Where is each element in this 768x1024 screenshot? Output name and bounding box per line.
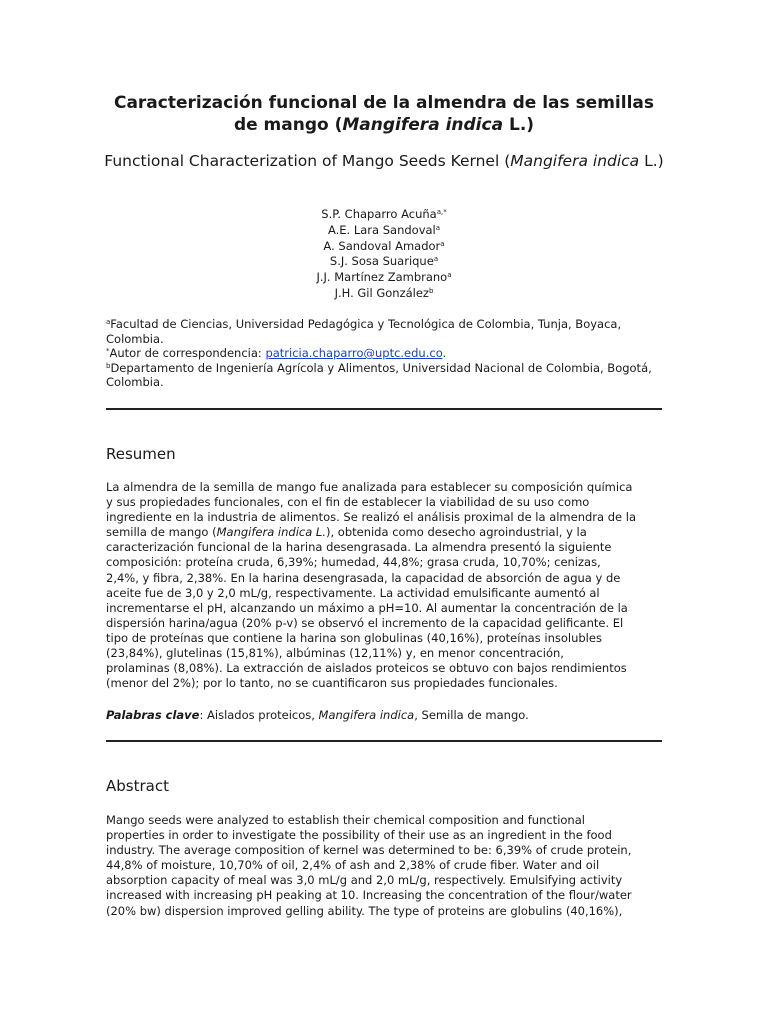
author: [0, 270, 768, 286]
text-line: Mango seeds were analyzed to establish their chemical composition and functional: [106, 813, 585, 827]
text-line: absorption capacity of meal was 3,0 mL/g and 2,0 mL/g, respectively. Emulsifying activity: [106, 873, 623, 888]
corresponding-author: [106, 346, 666, 361]
author-name: S.J. Sosa Suarique: [329, 254, 434, 269]
text-line: incrementarse el pH, alcanzando un máximo a pH=10. Al aumentar la concentración de la: [106, 600, 628, 615]
text-fragment: semilla de mango (: [106, 525, 217, 540]
keywords-text: : Aislados proteicos,: [199, 708, 319, 722]
author-name: A. Sandoval Amador: [323, 238, 441, 253]
species-name: Mangifera indica: [318, 708, 415, 722]
abstract-heading: Abstract: [106, 777, 169, 795]
author-name: S.P. Chaparro Acuña: [321, 207, 437, 221]
title-es-text: Caracterización funcional de la almendra de las semillas de mango (: [113, 93, 655, 135]
text-line: y sus propiedades funcionales, con el fin de establecer la viabilidad de su uso como: [106, 495, 590, 510]
resumen-paragraph: [106, 480, 664, 691]
text-line: [106, 525, 664, 540]
text-line: ingrediente en la industria de alimentos. Se realizó el análisis proximal de la almendra de la: [106, 510, 637, 525]
species-name: Mangifera indica L.: [216, 525, 326, 540]
abstract-paragraph: [106, 813, 664, 919]
affil-mark: b: [106, 361, 111, 370]
affil-mark: *: [106, 347, 110, 355]
text-line: (23,84%), glutelinas (15,81%), albúminas (12,11%) y, en menor concentración,: [106, 646, 564, 661]
author: [0, 207, 768, 223]
corr-label: Autor de correspondencia:: [109, 346, 266, 360]
text-line: 44,8% of moisture, 10,70% of oil, 2,4% of ash and 2,38% of crude fiber. Water and oil: [106, 858, 600, 873]
author-affil-mark: a: [435, 223, 441, 232]
text-line: aceite fue de 3,0 y 2,0 mL/g, respectivamente. La actividad emulsificante aumentó al: [106, 585, 600, 600]
text-line: composición: proteína cruda, 6,39%; humedad, 44,8%; grasa cruda, 10,70%; cenizas,: [106, 555, 601, 570]
affil-mark: a: [106, 318, 111, 326]
author-list: [0, 207, 768, 302]
text-line: dispersión harina/agua (20% p-v) se observó el incremento de la capacidad gelificante. El: [106, 615, 624, 630]
text-line: tipo de proteínas que contiene la harina son globulinas (40,16%), proteínas insolubles: [106, 630, 602, 645]
text-line: prolaminas (8,08%). La extracción de aislados proteicos se obtuvo con bajos rendimientos: [106, 661, 627, 676]
resumen-heading: Resumen: [106, 445, 176, 463]
author-affil-mark: a: [447, 271, 452, 280]
text-line: La almendra de la semilla de mango fue analizada para establecer su composición química: [106, 480, 633, 494]
author: [0, 239, 768, 255]
author-name: J.H. Gil González: [334, 285, 429, 300]
title-en-text: Functional Characterization of Mango Seeds Kernel (: [104, 152, 511, 170]
keywords-text-end: , Semilla de mango.: [414, 708, 529, 722]
title-english: [100, 151, 668, 172]
text-line: caracterización funcional de la harina desengrasada. La almendra presentó la siguiente: [106, 540, 612, 555]
email-link[interactable]: patricia.chaparro@uptc.edu.co: [265, 346, 443, 360]
text-line: industry. The average composition of kernel was determined to be: 6,39% of crude protein,: [106, 843, 632, 858]
author: [0, 223, 768, 239]
title-spanish: [100, 92, 668, 136]
author: [0, 286, 768, 302]
text-line: increased with increasing pH peaking at 10. Increasing the concentration of the flour/water: [106, 888, 632, 903]
author-name: J.J. Martínez Zambrano: [316, 270, 448, 285]
author-affil-mark: a: [433, 255, 439, 264]
affil-text: Departamento de Ingeniería Agrícola y Alimentos, Universidad Nacional de Colombia, Bogotá, Colombia.: [106, 360, 652, 389]
divider: [106, 740, 662, 742]
text-line: (20% bw) dispersion improved gelling ability. The type of proteins are globulins (40,16%),: [106, 903, 623, 918]
affiliation-b: [106, 361, 666, 390]
title-en-text-end: L.): [639, 152, 664, 170]
author-affil-mark: a: [440, 239, 445, 248]
title-es-text-end: L.): [503, 115, 535, 135]
text-fragment: ), obtenida como desecho agroindustrial, y la: [325, 525, 587, 540]
affiliations: [106, 317, 666, 390]
text-line: (menor del 2%); por lo tanto, no se cuantificaron sus propiedades funcionales.: [106, 676, 558, 691]
author-affil-mark: b: [428, 286, 434, 295]
corr-end: .: [442, 346, 447, 360]
title-en-species: Mangifera indica: [510, 152, 640, 170]
author-affil-mark: a,*: [436, 208, 447, 216]
author-name: A.E. Lara Sandoval: [327, 222, 436, 237]
keywords: [106, 708, 666, 723]
affiliation-a: [106, 317, 666, 346]
text-line: 2,4%, y fibra, 2,38%. En la harina desengrasada, la capacidad de absorción de agua y de: [106, 570, 621, 585]
title-es-species: Mangifera indica: [342, 115, 504, 135]
affil-text: Facultad de Ciencias, Universidad Pedagógica y Tecnológica de Colombia, Tunja, Boyaca, Colombia.: [106, 317, 622, 346]
keywords-label: Palabras clave: [106, 708, 200, 722]
author: [0, 254, 768, 270]
divider: [106, 408, 662, 410]
text-line: properties in order to investigate the possibility of their use as an ingredient in the food: [106, 828, 612, 843]
